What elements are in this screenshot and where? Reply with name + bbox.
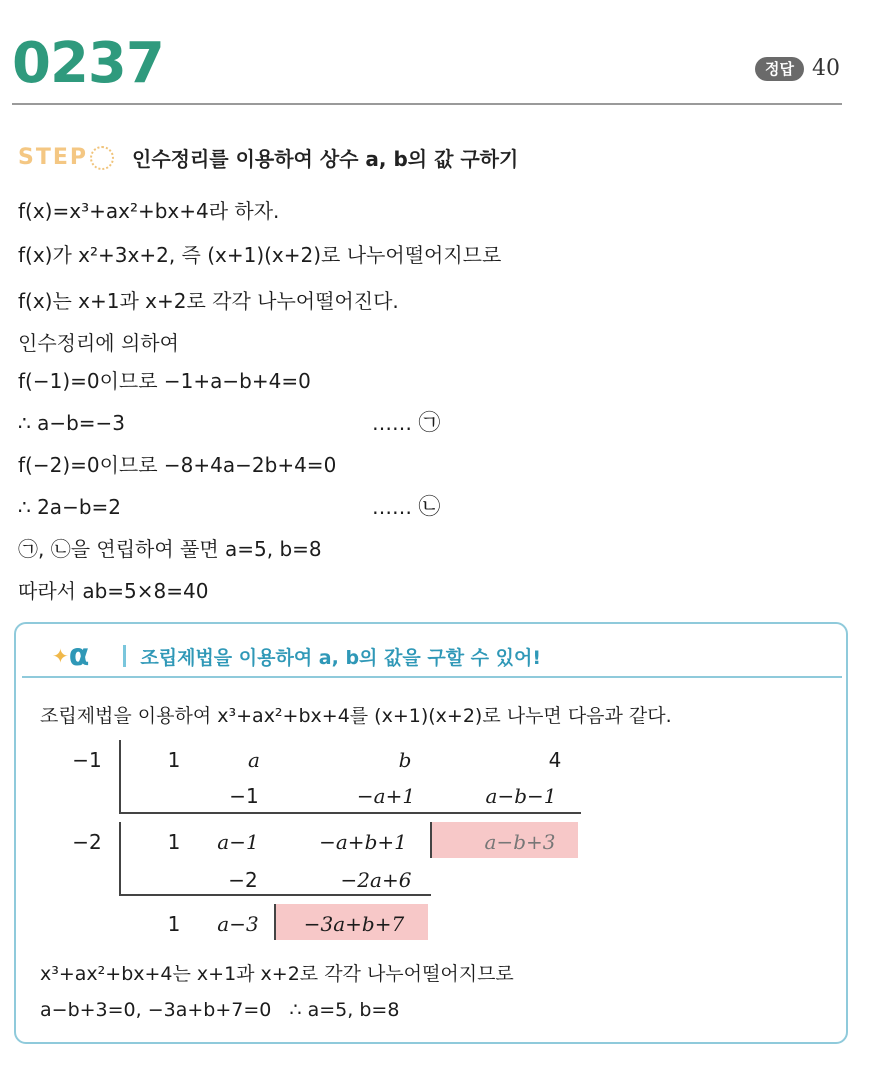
solution-line-9: ㉠, ㉡을 연립하여 풀면 a=5, b=8 (18, 537, 322, 561)
coef-1: 1 (167, 748, 181, 772)
tip-conclusion-2: a−b+3=0, −3a+b+7=0 ∴ a=5, b=8 (40, 999, 400, 1021)
solution-line-8: ∴ 2a−b=2 (18, 495, 121, 519)
step-badge-icon (90, 146, 114, 170)
solution-line-6: ∴ a−b=−3 (18, 411, 126, 435)
tip-title: 조립제법을 이용하여 a, b의 값을 구할 수 있어! (140, 646, 542, 669)
remainder-divider-2 (274, 904, 276, 940)
row2-cell-2: −a+1 (356, 784, 416, 808)
row3-cell-2: a−1 (217, 830, 259, 854)
division-bar-horizontal-1 (119, 812, 581, 814)
row4-cell-1: −2 (228, 868, 258, 892)
row2-cell-1: −1 (229, 784, 259, 808)
tip-separator (123, 645, 126, 667)
solution-line-5: f(−1)=0이므로 −1+a−b+4=0 (18, 369, 311, 393)
tip-conclusion-1: x³+ax²+bx+4는 x+1과 x+2로 각각 나누어떨어지므로 (40, 963, 514, 985)
result-cell-2: a−3 (217, 912, 259, 936)
ellipsis: …… (372, 495, 412, 519)
row3-cell-3: −a+b+1 (319, 830, 407, 854)
remainder-2: −3a+b+7 (303, 912, 405, 936)
ellipsis: …… (372, 411, 412, 435)
alpha-icon: α (68, 638, 90, 673)
circled-label-1: ㉠ (418, 411, 441, 436)
header-divider (12, 103, 842, 105)
solution-line-4: 인수정리에 의하여 (18, 331, 179, 355)
remainder-1: a−b+3 (484, 830, 556, 854)
solution-line-10: 따라서 ab=5×8=40 (18, 579, 209, 603)
coef-b: b (398, 748, 412, 772)
plus-icon: ✦ (52, 644, 69, 668)
row4-cell-2: −2a+6 (340, 868, 412, 892)
tip-intro: 조립제법을 이용하여 x³+ax²+bx+4를 (x+1)(x+2)로 나누면 다음과 같다. (40, 705, 672, 727)
solution-line-1: f(x)=x³+ax²+bx+4라 하자. (18, 199, 280, 223)
divisor-1: −1 (72, 748, 102, 772)
step-title: 인수정리를 이용하여 상수 a, b의 값 구하기 (132, 147, 519, 171)
solution-line-3: f(x)는 x+1과 x+2로 각각 나누어떨어진다. (18, 289, 399, 313)
coef-a: a (248, 748, 260, 772)
equation-marker-1 (372, 410, 440, 437)
division-bar-vertical-1 (119, 740, 121, 814)
circled-label-2: ㉡ (418, 495, 441, 520)
division-bar-vertical-2 (119, 822, 121, 896)
answer-value: 40 (812, 56, 840, 81)
coef-const: 4 (548, 748, 562, 772)
division-bar-horizontal-2 (119, 894, 431, 896)
result-cell-1: 1 (167, 912, 181, 936)
step-label: STEP (18, 145, 89, 170)
row2-cell-3: a−b−1 (485, 784, 557, 808)
step-heading (18, 143, 518, 172)
divisor-2: −2 (72, 830, 102, 854)
solution-line-7: f(−2)=0이므로 −8+4a−2b+4=0 (18, 453, 337, 477)
tip-header (52, 638, 542, 673)
answer-area (755, 56, 840, 81)
remainder-divider-1 (430, 822, 432, 858)
problem-number: 0237 (12, 31, 164, 96)
equation-marker-2 (372, 494, 440, 521)
solution-line-2: f(x)가 x²+3x+2, 즉 (x+1)(x+2)로 나누어떨어지므로 (18, 243, 502, 267)
answer-badge: 정답 (755, 57, 804, 81)
row3-cell-1: 1 (167, 830, 181, 854)
